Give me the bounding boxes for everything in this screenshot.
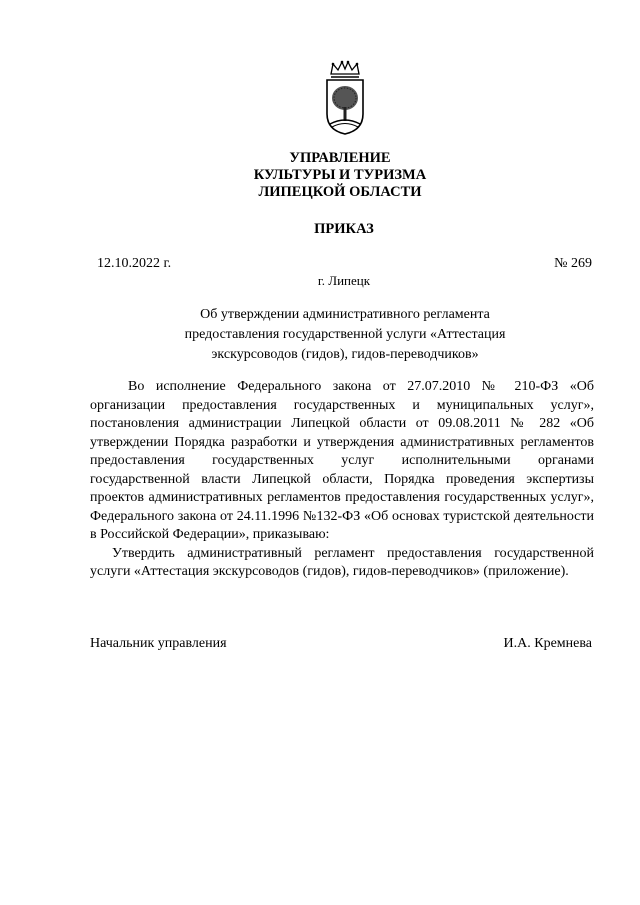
document-type: ПРИКАЗ — [314, 221, 374, 237]
organization-line-3: ЛИПЕЦКОЙ ОБЛАСТИ — [258, 184, 422, 200]
organization-line-2: КУЛЬТУРЫ И ТУРИЗМА — [253, 167, 427, 183]
subject-line-1: Об утверждении административного регламента — [200, 307, 490, 322]
organization-name — [20, 150, 640, 201]
document-date: 12.10.2022 г. — [97, 256, 172, 271]
body-paragraph-2: Утвердить административный регламент предоставления государственной услуги «Аттестация экскурсоводов (гидов), гидов-переводчиков» (приложение). — [90, 545, 594, 579]
signatory-title: Начальник управления — [90, 636, 227, 651]
coat-of-arms-icon — [323, 60, 367, 136]
subject-line-2: предоставления государственной услуги «Аттестация — [184, 327, 506, 342]
document-body — [90, 378, 594, 582]
document-subject — [160, 305, 530, 365]
organization-line-1: УПРАВЛЕНИЕ — [289, 150, 391, 166]
signatory-name: И.А. Кремнева — [503, 636, 592, 651]
document-number: № 269 — [554, 256, 592, 271]
subject-line-3: экскурсоводов (гидов), гидов-переводчиков» — [211, 347, 479, 362]
document-city: г. Липецк — [317, 273, 371, 288]
body-paragraph-1: Во исполнение Федерального закона от 27.07.2010 № 210-ФЗ «Об организации предоставления государственных и муниципальных услуг», постановления администрации Липецкой области от 09.08.2011 № 282 «Об утверждении Порядка разработки и утверждения административных регламентов предоставления государственных услуг исполнительными органами государственной власти Липецкой области, Порядка проведения экспертизы проектов административных регламентов предоставления государственных услуг», Федерального закона от 24.11.1996 №132-ФЗ «Об основах туристской деятельности в Российской Федерации», приказываю: — [90, 379, 594, 542]
